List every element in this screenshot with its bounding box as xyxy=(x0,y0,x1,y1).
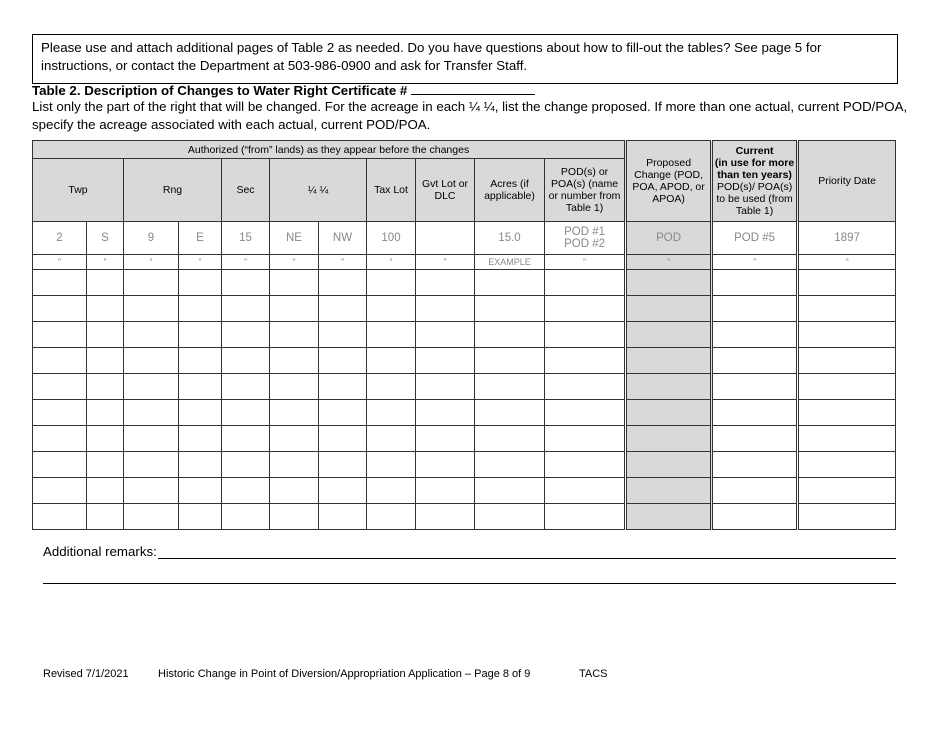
entry-cell[interactable] xyxy=(319,478,367,504)
entry-cell[interactable] xyxy=(222,504,270,530)
entry-cell[interactable] xyxy=(87,296,124,322)
entry-cell[interactable] xyxy=(626,270,712,296)
entry-cell[interactable] xyxy=(416,374,475,400)
entry-cell[interactable] xyxy=(33,504,87,530)
entry-cell[interactable] xyxy=(416,348,475,374)
ditto-mark: ” xyxy=(222,255,270,270)
entry-cell[interactable] xyxy=(367,374,416,400)
entry-cell[interactable] xyxy=(222,452,270,478)
ditto-mark: ” xyxy=(270,255,319,270)
example-proposed: POD xyxy=(626,222,712,255)
blank-entry-row xyxy=(33,504,896,530)
entry-cell[interactable] xyxy=(179,400,222,426)
rng-header: Rng xyxy=(124,159,222,222)
example-gvt-lot xyxy=(416,222,475,255)
priority-date-header: Priority Date xyxy=(798,141,896,222)
entry-cell[interactable] xyxy=(367,426,416,452)
example-sec: 15 xyxy=(222,222,270,255)
ditto-mark: ” xyxy=(33,255,87,270)
entry-cell[interactable] xyxy=(475,452,545,478)
additional-remarks-label: Additional remarks: xyxy=(43,544,157,559)
entry-cell[interactable] xyxy=(712,452,798,478)
ditto-row xyxy=(33,255,896,270)
entry-cell[interactable] xyxy=(545,504,626,530)
entry-cell[interactable] xyxy=(626,374,712,400)
entry-cell[interactable] xyxy=(545,478,626,504)
entry-cell[interactable] xyxy=(712,504,798,530)
entry-cell[interactable] xyxy=(270,270,319,296)
entry-cell[interactable] xyxy=(179,374,222,400)
blank-entry-row xyxy=(33,426,896,452)
entry-cell[interactable] xyxy=(222,426,270,452)
entry-cell[interactable] xyxy=(319,374,367,400)
entry-cell[interactable] xyxy=(87,426,124,452)
entry-cell[interactable] xyxy=(179,452,222,478)
quarter-quarter-header: ¼ ¼ xyxy=(270,159,367,222)
entry-cell[interactable] xyxy=(319,322,367,348)
entry-cell[interactable] xyxy=(367,452,416,478)
entry-cell[interactable] xyxy=(475,296,545,322)
entry-cell[interactable] xyxy=(712,374,798,400)
example-rng-dir: E xyxy=(179,222,222,255)
table-title xyxy=(32,82,535,98)
blank-entry-row xyxy=(33,478,896,504)
entry-cell[interactable] xyxy=(319,270,367,296)
current-header-sub: (in use for more than ten years) xyxy=(714,157,795,181)
footer-code: TACS xyxy=(579,668,608,680)
entry-cell[interactable] xyxy=(626,504,712,530)
entry-cell[interactable] xyxy=(367,270,416,296)
entry-cell[interactable] xyxy=(222,478,270,504)
entry-cell[interactable] xyxy=(712,426,798,452)
entry-cell[interactable] xyxy=(179,426,222,452)
example-twp-dir: S xyxy=(87,222,124,255)
example-pod-2: POD #2 xyxy=(564,238,605,250)
entry-cell[interactable] xyxy=(124,400,179,426)
entry-cell[interactable] xyxy=(124,478,179,504)
example-pods xyxy=(545,222,626,255)
entry-cell[interactable] xyxy=(416,322,475,348)
entry-cell[interactable] xyxy=(475,270,545,296)
entry-cell[interactable] xyxy=(367,504,416,530)
entry-cell[interactable] xyxy=(319,452,367,478)
entry-cell[interactable] xyxy=(270,400,319,426)
entry-cell[interactable] xyxy=(33,374,87,400)
entry-cell[interactable] xyxy=(545,400,626,426)
entry-cell[interactable] xyxy=(798,426,896,452)
entry-cell[interactable] xyxy=(545,270,626,296)
authorized-lands-group-header: Authorized (“from” lands) as they appear before the changes xyxy=(33,141,626,159)
entry-cell[interactable] xyxy=(319,400,367,426)
entry-cell[interactable] xyxy=(33,478,87,504)
entry-cell[interactable] xyxy=(179,270,222,296)
entry-cell[interactable] xyxy=(712,348,798,374)
entry-cell[interactable] xyxy=(87,452,124,478)
entry-cell[interactable] xyxy=(179,478,222,504)
entry-cell[interactable] xyxy=(416,426,475,452)
footer-revised: Revised 7/1/2021 xyxy=(43,668,129,680)
entry-cell[interactable] xyxy=(475,426,545,452)
entry-cell[interactable] xyxy=(222,374,270,400)
certificate-number-field[interactable] xyxy=(411,82,535,95)
blank-entry-row xyxy=(33,270,896,296)
entry-cell[interactable] xyxy=(124,322,179,348)
current-header-rest: POD(s)/ POA(s) to be used (from Table 1) xyxy=(716,181,793,217)
entry-cell[interactable] xyxy=(124,504,179,530)
example-row xyxy=(33,222,896,255)
entry-cell[interactable] xyxy=(712,270,798,296)
ditto-mark: ” xyxy=(712,255,798,270)
entry-cell[interactable] xyxy=(626,478,712,504)
entry-cell[interactable] xyxy=(475,478,545,504)
entry-cell[interactable] xyxy=(475,374,545,400)
entry-cell[interactable] xyxy=(319,296,367,322)
gvt-lot-header: Gvt Lot or DLC xyxy=(416,159,475,222)
entry-cell[interactable] xyxy=(33,452,87,478)
example-label: EXAMPLE xyxy=(475,255,545,270)
sec-header: Sec xyxy=(222,159,270,222)
example-acres: 15.0 xyxy=(475,222,545,255)
entry-cell[interactable] xyxy=(545,452,626,478)
example-pod-1: POD #1 xyxy=(564,226,605,238)
entry-cell[interactable] xyxy=(712,478,798,504)
entry-cell[interactable] xyxy=(367,322,416,348)
example-priority: 1897 xyxy=(798,222,896,255)
entry-cell[interactable] xyxy=(87,270,124,296)
entry-cell[interactable] xyxy=(270,296,319,322)
example-current: POD #5 xyxy=(712,222,798,255)
entry-cell[interactable] xyxy=(87,348,124,374)
entry-cell[interactable] xyxy=(319,348,367,374)
entry-cell[interactable] xyxy=(798,348,896,374)
entry-cell[interactable] xyxy=(270,452,319,478)
entry-cell[interactable] xyxy=(712,296,798,322)
entry-cell[interactable] xyxy=(179,296,222,322)
entry-cell[interactable] xyxy=(33,296,87,322)
entry-cell[interactable] xyxy=(270,374,319,400)
entry-cell[interactable] xyxy=(545,374,626,400)
entry-cell[interactable] xyxy=(416,452,475,478)
entry-cell[interactable] xyxy=(270,478,319,504)
example-tax-lot: 100 xyxy=(367,222,416,255)
blank-entry-row xyxy=(33,348,896,374)
entry-cell[interactable] xyxy=(416,296,475,322)
entry-cell[interactable] xyxy=(798,322,896,348)
entry-cell[interactable] xyxy=(475,322,545,348)
entry-cell[interactable] xyxy=(124,296,179,322)
entry-cell[interactable] xyxy=(33,322,87,348)
ditto-mark: ” xyxy=(367,255,416,270)
entry-cell[interactable] xyxy=(87,400,124,426)
entry-cell[interactable] xyxy=(626,452,712,478)
changes-table xyxy=(32,140,896,530)
blank-entry-row xyxy=(33,322,896,348)
entry-cell[interactable] xyxy=(222,322,270,348)
entry-cell[interactable] xyxy=(87,322,124,348)
entry-cell[interactable] xyxy=(33,348,87,374)
pods-header: POD(s) or POA(s) (name or number from Table 1) xyxy=(545,159,626,222)
current-header-title: Current xyxy=(735,145,774,157)
example-rng-num: 9 xyxy=(124,222,179,255)
entry-cell[interactable] xyxy=(798,400,896,426)
ditto-mark: ” xyxy=(416,255,475,270)
blank-entry-row xyxy=(33,400,896,426)
entry-cell[interactable] xyxy=(319,504,367,530)
entry-cell[interactable] xyxy=(712,400,798,426)
entry-cell[interactable] xyxy=(798,504,896,530)
example-qq1: NE xyxy=(270,222,319,255)
instructions-notice-box xyxy=(32,34,898,84)
entry-cell[interactable] xyxy=(270,504,319,530)
entry-cell[interactable] xyxy=(270,426,319,452)
entry-cell[interactable] xyxy=(124,374,179,400)
entry-cell[interactable] xyxy=(222,296,270,322)
acres-header: Acres (if applicable) xyxy=(475,159,545,222)
entry-cell[interactable] xyxy=(798,296,896,322)
twp-header: Twp xyxy=(33,159,124,222)
entry-cell[interactable] xyxy=(475,348,545,374)
ditto-mark: ” xyxy=(87,255,124,270)
entry-cell[interactable] xyxy=(124,426,179,452)
entry-cell[interactable] xyxy=(33,400,87,426)
entry-cell[interactable] xyxy=(319,426,367,452)
entry-cell[interactable] xyxy=(87,478,124,504)
ditto-mark: ” xyxy=(626,255,712,270)
entry-cell[interactable] xyxy=(626,296,712,322)
remarks-line-2[interactable] xyxy=(43,583,896,584)
blank-entry-row xyxy=(33,452,896,478)
entry-cell[interactable] xyxy=(124,348,179,374)
entry-cell[interactable] xyxy=(798,452,896,478)
example-qq2: NW xyxy=(319,222,367,255)
ditto-mark: ” xyxy=(798,255,896,270)
entry-cell[interactable] xyxy=(626,322,712,348)
ditto-mark: ” xyxy=(319,255,367,270)
footer-title: Historic Change in Point of Diversion/Appropriation Application – Page 8 of 9 xyxy=(158,668,531,680)
entry-cell[interactable] xyxy=(545,322,626,348)
blank-entry-row xyxy=(33,296,896,322)
entry-cell[interactable] xyxy=(712,322,798,348)
entry-cell[interactable] xyxy=(222,348,270,374)
tax-lot-header: Tax Lot xyxy=(367,159,416,222)
entry-cell[interactable] xyxy=(416,400,475,426)
example-twp-num: 2 xyxy=(33,222,87,255)
ditto-mark: ” xyxy=(545,255,626,270)
entry-cell[interactable] xyxy=(87,374,124,400)
entry-cell[interactable] xyxy=(367,400,416,426)
entry-cell[interactable] xyxy=(626,426,712,452)
entry-cell[interactable] xyxy=(545,426,626,452)
entry-cell[interactable] xyxy=(367,348,416,374)
table-title-text: Table 2. Description of Changes to Water Right Certificate # xyxy=(32,83,408,98)
blank-entry-row xyxy=(33,374,896,400)
remarks-line-1[interactable] xyxy=(158,558,896,559)
entry-cell[interactable] xyxy=(798,478,896,504)
entry-cell[interactable] xyxy=(179,322,222,348)
entry-cell[interactable] xyxy=(124,270,179,296)
entry-cell[interactable] xyxy=(367,478,416,504)
entry-cell[interactable] xyxy=(179,504,222,530)
ditto-mark: ” xyxy=(124,255,179,270)
table-instructions: List only the part of the right that will be changed. For the acreage in each ¼ ¼, list the change proposed. If more than one actual, current POD/POA, specify the acreage associated with each actual, current POD/POA. xyxy=(32,99,908,132)
entry-cell[interactable] xyxy=(475,504,545,530)
entry-cell[interactable] xyxy=(270,322,319,348)
entry-cell[interactable] xyxy=(545,296,626,322)
entry-cell[interactable] xyxy=(367,296,416,322)
current-pod-header xyxy=(712,141,798,222)
entry-cell[interactable] xyxy=(626,400,712,426)
entry-cell[interactable] xyxy=(222,270,270,296)
entry-cell[interactable] xyxy=(270,348,319,374)
entry-cell[interactable] xyxy=(222,400,270,426)
entry-cell[interactable] xyxy=(179,348,222,374)
ditto-mark: ” xyxy=(179,255,222,270)
entry-cell[interactable] xyxy=(124,452,179,478)
entry-cell[interactable] xyxy=(33,426,87,452)
entry-cell[interactable] xyxy=(87,504,124,530)
entry-cell[interactable] xyxy=(545,348,626,374)
proposed-change-header: Proposed Change (POD, POA, APOD, or APOA) xyxy=(626,141,712,222)
entry-cell[interactable] xyxy=(416,270,475,296)
entry-cell[interactable] xyxy=(416,478,475,504)
entry-cell[interactable] xyxy=(475,400,545,426)
notice-text: Please use and attach additional pages of Table 2 as needed. Do you have questions about how to fill-out the tables? See page 5 for instructions, or contact the Department at 503-986-0900 and ask for Transfer Staff. xyxy=(41,40,822,73)
entry-cell[interactable] xyxy=(798,374,896,400)
entry-cell[interactable] xyxy=(626,348,712,374)
entry-cell[interactable] xyxy=(33,270,87,296)
entry-cell[interactable] xyxy=(416,504,475,530)
entry-cell[interactable] xyxy=(798,270,896,296)
